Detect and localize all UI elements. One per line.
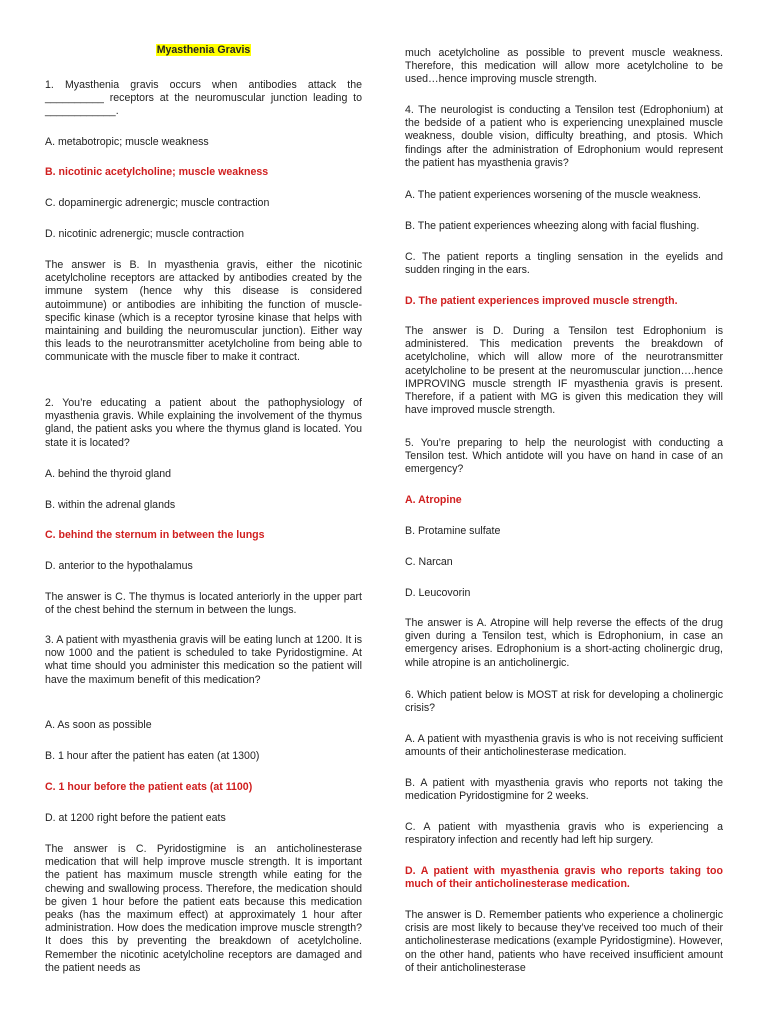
question-2: 2. You’re educating a patient about the pathophysiology of myasthenia gravis. While explaining the involvement of the thymus gland, the patient asks you where the thymus gland is located. You state it is located? — [45, 397, 362, 449]
answer-3c: C. 1 hour before the patient eats (at 1100) — [45, 781, 253, 793]
explanation-5: The answer is A. Atropine will help reverse the effects of the drug given during a Tensilon test, which is Edrophonium, in case an emergency arises. Edrophonium is a short-acting cholinergic drug, while atropine is an anticholinergic. — [405, 617, 723, 669]
option-5c: C. Narcan — [405, 556, 453, 568]
option-1a: A. metabotropic; muscle weakness — [45, 136, 209, 148]
option-4a: A. The patient experiences worsening of the muscle weakness. — [405, 189, 702, 201]
option-2b: B. within the adrenal glands — [45, 499, 176, 511]
answer-4d: D. The patient experiences improved muscle strength. — [405, 295, 678, 307]
option-2a: A. behind the thyroid gland — [45, 468, 172, 480]
option-1c: C. dopaminergic adrenergic; muscle contraction — [45, 197, 270, 209]
option-2d: D. anterior to the hypothalamus — [45, 560, 193, 572]
option-4c: C. The patient reports a tingling sensation in the eyelids and sudden ringing in the ears. — [405, 251, 723, 277]
explanation-6: The answer is D. Remember patients who experience a cholinergic crisis are most likely to because they’ve received too much of their anticholinesterase medications (example Pyridostigmine). However, on the other hand, patients who have received insufficient amount of their anticholinesterase — [405, 909, 723, 974]
option-6b: B. A patient with myasthenia gravis who reports not taking the medication Pyridostigmine for 2 weeks. — [405, 777, 723, 803]
answer-1b: B. nicotinic acetylcholine; muscle weakness — [45, 166, 269, 178]
question-6: 6. Which patient below is MOST at risk for developing a cholinergic crisis? — [405, 689, 723, 715]
option-3d: D. at 1200 right before the patient eats — [45, 812, 226, 824]
explanation-2: The answer is C. The thymus is located anteriorly in the upper part of the chest behind the sternum in between the lungs. — [45, 591, 362, 617]
explanation-3-continued: much acetylcholine as possible to prevent muscle weakness. Therefore, this medication will allow more acetylcholine to be used…hence improving muscle strength. — [405, 47, 723, 86]
option-3b: B. 1 hour after the patient has eaten (at 1300) — [45, 750, 260, 762]
option-1d: D. nicotinic adrenergic; muscle contraction — [45, 228, 245, 240]
explanation-3: The answer is C. Pyridostigmine is an anticholinesterase medication that will help improve muscle strength. It is important the patient has maximum muscle strength while eating for the chewing and swallowing process. Therefore, the medication should be given 1 hour before the patient eats because this medication peaks (has the maximum effect) at approximately 1 hour after administration. How does the medication improve muscle strength? It does this by preventing the breakdown of acetylcholine. Remember the nicotinic acetylcholine receptors are damaged and the patient needs as — [45, 843, 362, 974]
option-5d: D. Leucovorin — [405, 587, 471, 599]
option-6c: C. A patient with myasthenia gravis who is experiencing a respiratory infection and recently had left hip surgery. — [405, 821, 723, 847]
explanation-1: The answer is B. In myasthenia gravis, either the nicotinic acetylcholine receptors are attacked by antibodies created by the immune system (hence why this disease is considered autoimmune) or antibodies are inhibiting the function of muscle-specific kinase (which is a receptor tyrosine kinase that helps with maintaining and building the neuromuscular junction). Either way this leads to the neurotransmitter acetylcholine from being able to communicate with the muscle fiber to make it contract. — [45, 259, 362, 364]
answer-5a: A. Atropine — [405, 494, 462, 506]
question-4: 4. The neurologist is conducting a Tensilon test (Edrophonium) at the bedside of a patient who is experiencing unexplained muscle weakness, double vision, difficulty breathing, and ptosis. Which findings after the administration of Edrophonium would represent the patient has myasthenia gravis? — [405, 104, 723, 169]
question-5: 5. You’re preparing to help the neurologist with conducting a Tensilon test. Which antidote will you have on hand in case of an emergency? — [405, 437, 723, 476]
document-title: Myasthenia Gravis — [156, 44, 251, 56]
question-1: 1. Myasthenia gravis occurs when antibodies attack the __________ receptors at the neuromuscular junction leading to ____________. — [45, 79, 362, 118]
explanation-4: The answer is D. During a Tensilon test Edrophonium is administered. This medication prevents the breakdown of acetylcholine, which will allow more of the neurotransmitter acetylcholine to be present at the neuromuscular junction….hence IMPROVING muscle strength IF myasthenia gravis is present. Therefore, if a patient with MG is given this medication they will have improved muscle strength. — [405, 325, 723, 417]
option-5b: B. Protamine sulfate — [405, 525, 501, 537]
answer-6d: D. A patient with myasthenia gravis who reports taking too much of their anticholinesterase medication. — [405, 865, 723, 891]
option-6a: A. A patient with myasthenia gravis is who is not receiving sufficient amounts of their anticholinesterase medication. — [405, 733, 723, 759]
question-3: 3. A patient with myasthenia gravis will be eating lunch at 1200. It is now 1000 and the patient is scheduled to take Pyridostigmine. At what time should you administer this medication so the patient will have the maximum benefit of this medication? — [45, 634, 362, 686]
answer-2c: C. behind the sternum in between the lungs — [45, 529, 265, 541]
option-3a: A. As soon as possible — [45, 719, 152, 731]
option-4b: B. The patient experiences wheezing along with facial flushing. — [405, 220, 700, 232]
